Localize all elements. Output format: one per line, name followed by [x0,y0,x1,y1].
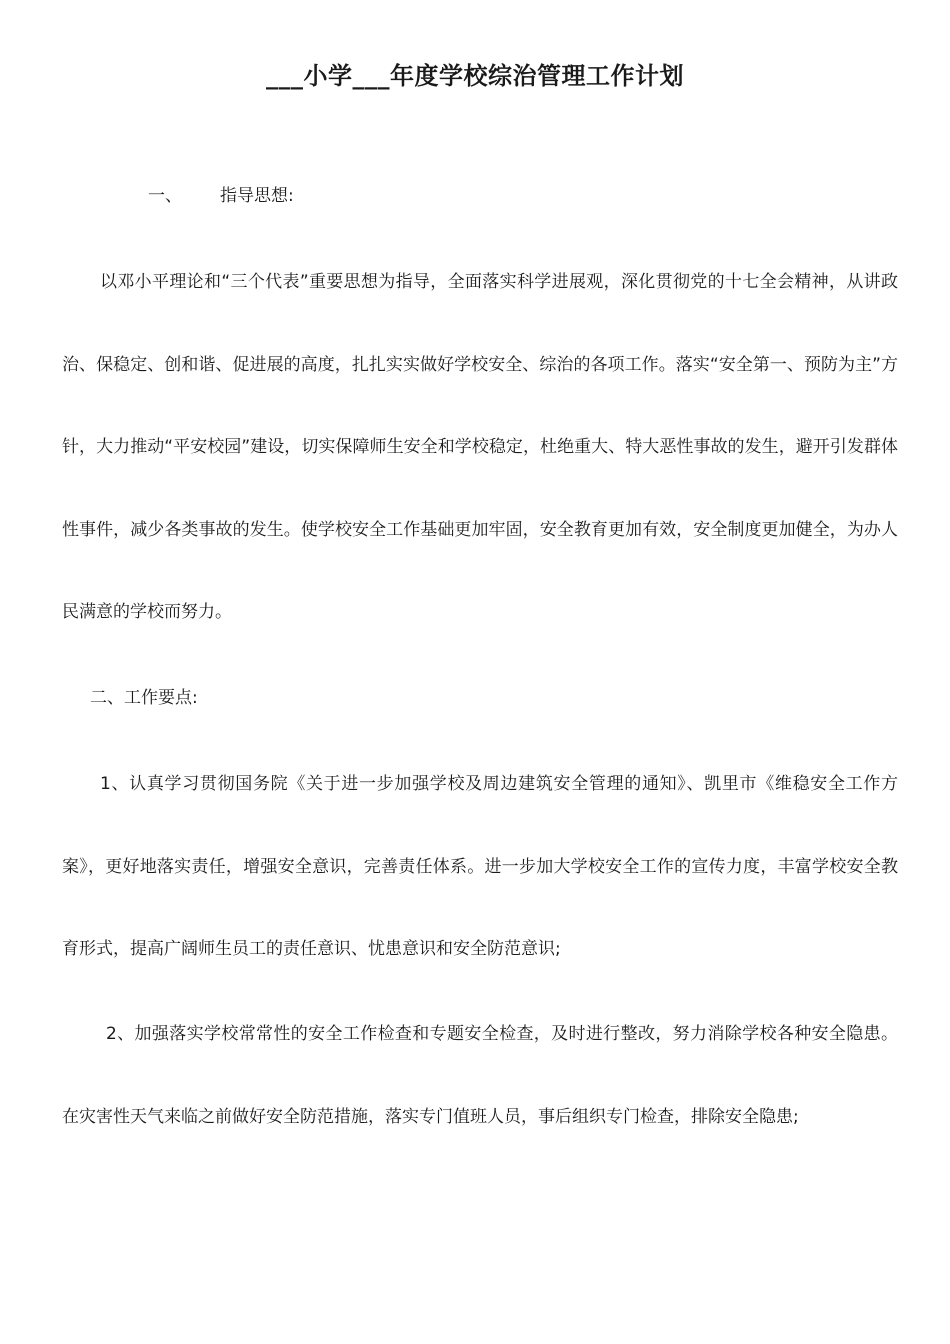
section-heading-work-points: 二、工作要点: [90,688,198,708]
guiding-thought-paragraph: 以邓小平理论和“三个代表”重要思想为指导，全面落实科学进展观，深化贯彻党的十七全会精神，从讲政治、保稳定、创和谐、促进展的高度，扎扎实实做好学校安全、综治的各项工作。落实“安全第一、预防为主”方针，大力推动“平安校园”建设，切实保障师生安全和学校稳定，杜绝重大、特大恶性事故的发生，避开引发群体性事件，减少各类事故的发生。使学校安全工作基础更加牢固，安全教育更加有效，安全制度更加健全，为办人民满意的学校而努力。 [62,272,898,622]
section-number: 一、 [148,186,182,206]
work-point-item-1: 1、认真学习贯彻国务院《关于进一步加强学校及周边建筑安全管理的通知》、凯里市《维稳安全工作方案》，更好地落实责任，增强安全意识，完善责任体系。进一步加大学校安全工作的宣传力度，丰富学校安全教育形式，提高广阔师生员工的责任意识、忧患意识和安全防范意识; [62,774,898,959]
work-point-item-2: 2、加强落实学校常常性的安全工作检查和专题安全检查，及时进行整改，努力消除学校各种安全隐患。在灾害性天气来临之前做好安全防范措施，落实专门值班人员，事后组织专门检查，排除安全隐患; [62,1024,898,1127]
section-heading-guiding-thought [148,182,294,210]
document-title: ___小学___年度学校综治管理工作计划 [266,62,684,90]
section-heading-text: 指导思想: [220,186,294,206]
